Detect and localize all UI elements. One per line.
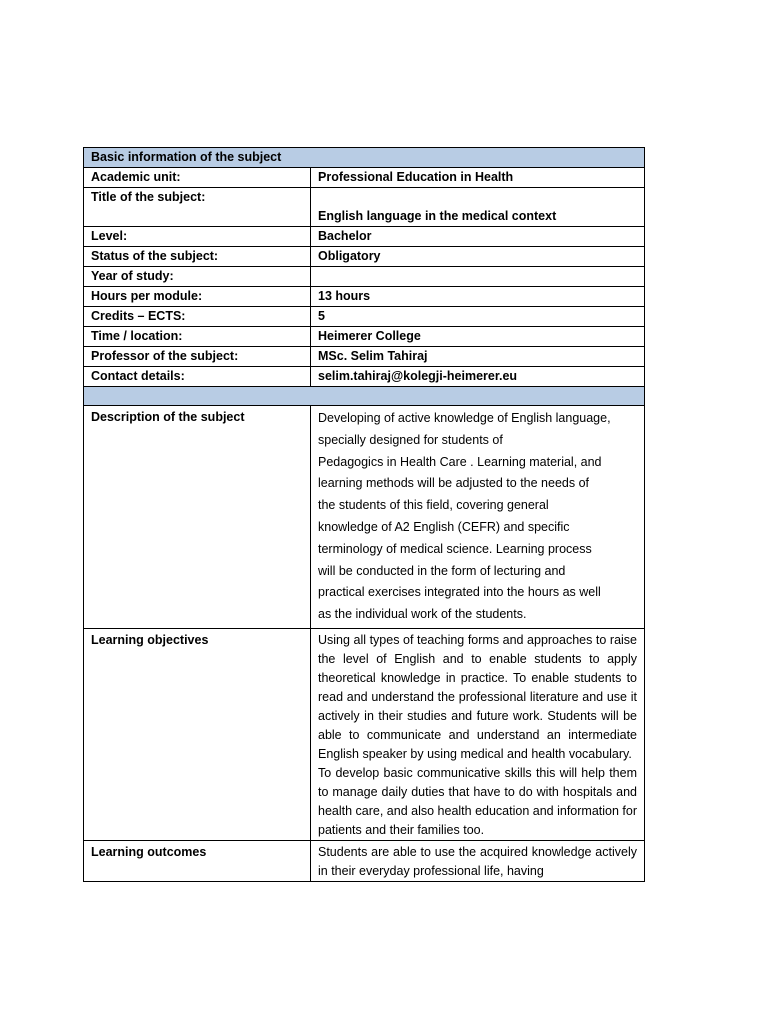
row-value: English language in the medical context [318,209,557,223]
description-line: Developing of active knowledge of English language, [318,411,611,425]
subject-info-table [83,147,645,882]
row-value [311,267,645,287]
row-value: Heimerer College [311,327,645,347]
objectives-label: Learning objectives [84,628,311,840]
row-label: Title of the subject: [84,188,311,227]
description-line: terminology of medical science. Learning process [318,541,592,556]
table-header: Basic information of the subject [84,148,645,168]
objectives-row [84,628,645,840]
table-row [84,247,645,267]
table-row [84,367,645,387]
objectives-text [311,628,645,840]
contact-email: selim.tahiraj@kolegji-heimerer.eu [311,367,645,387]
objectives-paragraph: To develop basic communicative skills this will help them to manage daily duties that have to do with hospitals and health care, and also health education and information for patients and their families too. [318,765,637,837]
spacer-cell [84,387,645,406]
row-value: MSc. Selim Tahiraj [311,347,645,367]
row-value: Obligatory [311,247,645,267]
table-row [84,227,645,247]
table-row [84,267,645,287]
description-line: learning methods will be adjusted to the needs of [318,476,590,491]
table-row [84,188,645,227]
row-value: Professional Education in Health [311,168,645,188]
row-label: Year of study: [84,267,311,287]
description-line: Pedagogics in Health Care . Learning material, and [318,454,602,469]
table-row [84,347,645,367]
description-line: as the individual work of the students. [318,607,527,622]
row-label: Time / location: [84,327,311,347]
row-label: Contact details: [84,367,311,387]
objectives-paragraph: Using all types of teaching forms and approaches to raise the level of English and to enable students to apply theoretical knowledge in practice. To enable students to read and understand the professional literature and use it actively in their studies and future work. Students will be able to communicate and understand an intermediate English speaker by using medical and health vocabulary. [318,632,637,761]
row-label: Professor of the subject: [84,347,311,367]
outcomes-text: Students are able to use the acquired knowledge actively in their everyday professional life, having [311,840,645,881]
description-line: the students of this field, covering general [318,498,549,513]
row-value: 13 hours [311,287,645,307]
row-label: Status of the subject: [84,247,311,267]
table-row [84,307,645,327]
outcomes-row [84,840,645,881]
row-label: Academic unit: [84,168,311,188]
row-value: 5 [311,307,645,327]
outcomes-label: Learning outcomes [84,840,311,881]
description-line: knowledge of A2 English (CEFR) and specific [318,519,570,534]
description-line: specially designed for students of [318,432,503,447]
spacer-row [84,387,645,406]
description-label: Description of the subject [84,406,311,629]
description-line: will be conducted in the form of lecturing and [318,563,566,578]
table-header-row [84,148,645,168]
description-row [84,406,645,629]
row-label: Hours per module: [84,287,311,307]
description-text [311,406,645,629]
row-label: Credits – ECTS: [84,307,311,327]
row-label: Level: [84,227,311,247]
description-line: practical exercises integrated into the hours as well [318,585,601,600]
table-row [84,327,645,347]
table-row [84,287,645,307]
row-value: Bachelor [311,227,645,247]
table-row [84,168,645,188]
row-value-cell [311,188,645,227]
